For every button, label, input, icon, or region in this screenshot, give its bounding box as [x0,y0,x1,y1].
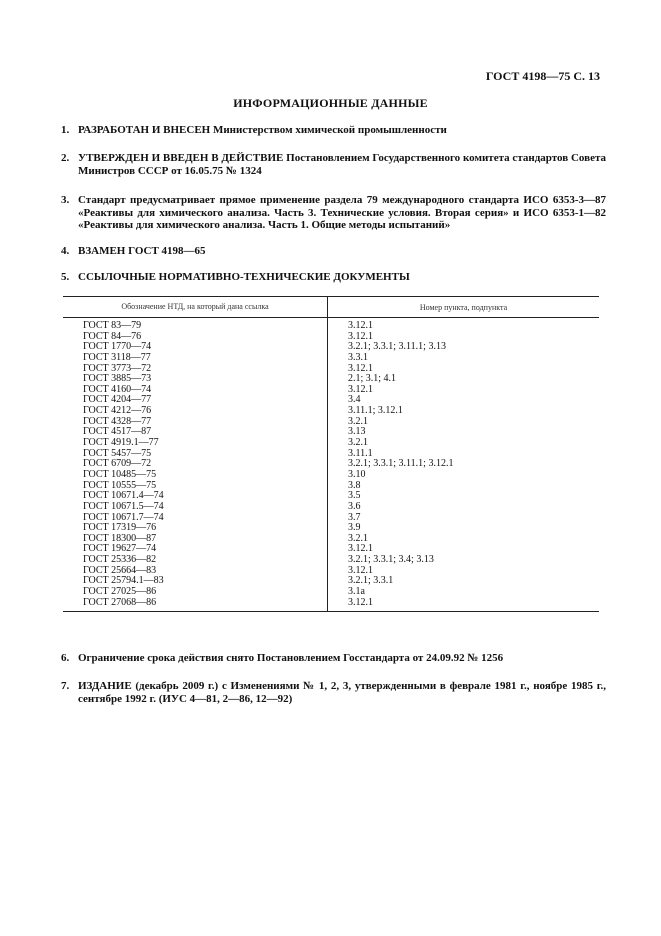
reference-documents-table [63,296,599,612]
table-cell-clause: 3.12.1 [348,330,373,342]
table-cell-document: ГОСТ 27025—86 [83,586,157,598]
table-cell-clause: 3.2.1 [348,415,368,427]
table-cell-clause: 3.9 [348,522,361,534]
item-text: УТВЕРЖДЕН И ВВЕДЕН В ДЕЙСТВИЕ Постановлением Государственного комитета стандартов Совета Министров СССР от 16.05.75 № 1324 [78,152,606,177]
table-cell-document: ГОСТ 4919.1—77 [83,437,159,449]
table-cell-document: ГОСТ 25794.1—83 [83,575,164,587]
info-item-1 [61,124,606,137]
table-cell-clause: 2.1; 3.1; 4.1 [348,373,397,385]
table-cell-document: ГОСТ 27068—86 [83,596,157,608]
table-cell-clause: 3.11.1 [348,447,373,459]
table-cell-clause: 3.8 [348,479,361,491]
info-item-6 [61,652,606,665]
item-text: РАЗРАБОТАН И ВНЕСЕН Министерством химической промышленности [78,124,447,136]
document-column [63,318,328,611]
table-cell-document: ГОСТ 4160—74 [83,383,152,395]
item-text: ИЗДАНИЕ (декабрь 2009 г.) с Изменениями № 1, 2, 3, утвержденными в феврале 1981 г., ноябре 1985 г., сентябре 1992 г. (ИУС 4—81, 2—86, 12—92) [78,680,606,705]
table-cell-clause: 3.2.1 [348,532,368,544]
table-cell-document: ГОСТ 3118—77 [83,351,151,363]
table-cell-clause: 3.13 [348,426,366,438]
item-text: ССЫЛОЧНЫЕ НОРМАТИВНО-ТЕХНИЧЕСКИЕ ДОКУМЕНТЫ [78,271,410,283]
column-header-clause: Номер пункта, подпункта [419,302,508,312]
item-number: 2. [61,152,70,164]
table-cell-document: ГОСТ 84—76 [83,330,142,342]
table-cell-clause: 3.5 [348,490,361,502]
table-cell-document: ГОСТ 25664—83 [83,564,157,576]
table-cell-document: ГОСТ 4204—77 [83,394,152,406]
item-text: Ограничение срока действия снято Постановлением Госстандарта от 24.09.92 № 1256 [78,652,504,664]
table-cell-clause: 3.10 [348,468,366,480]
table-cell-document: ГОСТ 18300—87 [83,532,157,544]
info-item-2 [61,152,606,177]
table-cell-document: ГОСТ 17319—76 [83,522,157,534]
table-cell-clause: 3.12.1 [348,383,373,395]
table-cell-document: ГОСТ 3773—72 [83,362,152,374]
table-cell-clause: 3.11.1; 3.12.1 [348,405,403,417]
table-header [63,296,599,318]
table-cell-document: ГОСТ 4212—76 [83,405,152,417]
info-item-5 [61,271,606,284]
table-cell-clause: 3.12.1 [348,320,373,331]
table-cell-document: ГОСТ 10485—75 [83,468,157,480]
table-cell-clause: 3.12.1 [348,543,373,555]
table-cell-document: ГОСТ 4517—87 [83,426,152,438]
table-cell-document: ГОСТ 5457—75 [83,447,152,459]
table-cell-clause: 3.7 [348,511,361,523]
table-cell-document: ГОСТ 10671.7—74 [83,511,164,523]
table-cell-clause: 3.6 [348,500,361,512]
info-item-3 [61,194,606,232]
page-header-ref: ГОСТ 4198—75 С. 13 [485,69,600,83]
item-number: 4. [61,245,70,257]
column-header-document: Обозначение НТД, на который дана ссылка [63,297,328,317]
clause-column [328,318,599,611]
table-cell-clause: 3.2.1; 3.3.1; 3.4; 3.13 [348,554,434,566]
table-cell-document: ГОСТ 3885—73 [83,373,152,385]
table-body [63,318,599,612]
table-cell-document: ГОСТ 1770—74 [83,341,152,353]
table-cell-document: ГОСТ 83—79 [83,320,142,331]
table-cell-document: ГОСТ 10671.4—74 [83,490,164,502]
table-cell-clause: 3.2.1; 3.3.1 [348,575,394,587]
info-item-7 [61,680,606,705]
table-cell-clause: 3.2.1 [348,437,368,449]
info-item-4 [61,245,606,258]
table-cell-clause: 3.2.1; 3.3.1; 3.11.1; 3.12.1 [348,458,454,470]
table-cell-clause: 3.3.1 [348,351,368,363]
table-cell-clause: 3.1а [348,586,365,598]
table-cell-clause: 3.12.1 [348,362,373,374]
page-title: ИНФОРМАЦИОННЫЕ ДАННЫЕ [233,96,428,110]
item-number: 6. [61,652,70,664]
item-number: 7. [61,680,70,692]
item-text: ВЗАМЕН ГОСТ 4198—65 [78,245,206,257]
table-cell-document: ГОСТ 25336—82 [83,554,157,566]
item-number: 1. [61,124,70,136]
table-cell-clause: 3.12.1 [348,596,373,608]
table-cell-clause: 3.12.1 [348,564,373,576]
item-number: 5. [61,271,70,283]
table-cell-clause: 3.2.1; 3.3.1; 3.11.1; 3.13 [348,341,446,353]
item-text: Стандарт предусматривает прямое применение раздела 79 международного стандарта ИСО 6353-3—87 «Реактивы для химического анализа. Часть 3. Технические условия. Вторая серия» и ИСО 6353-1—82 «Реактивы для химического анализа. Часть 1. Общие методы испытаний» [78,194,606,231]
item-number: 3. [61,194,70,206]
table-cell-document: ГОСТ 10671.5—74 [83,500,164,512]
table-cell-document: ГОСТ 4328—77 [83,415,152,427]
table-cell-clause: 3.4 [348,394,361,406]
table-cell-document: ГОСТ 6709—72 [83,458,152,470]
table-cell-document: ГОСТ 10555—75 [83,479,157,491]
table-cell-document: ГОСТ 19627—74 [83,543,157,555]
